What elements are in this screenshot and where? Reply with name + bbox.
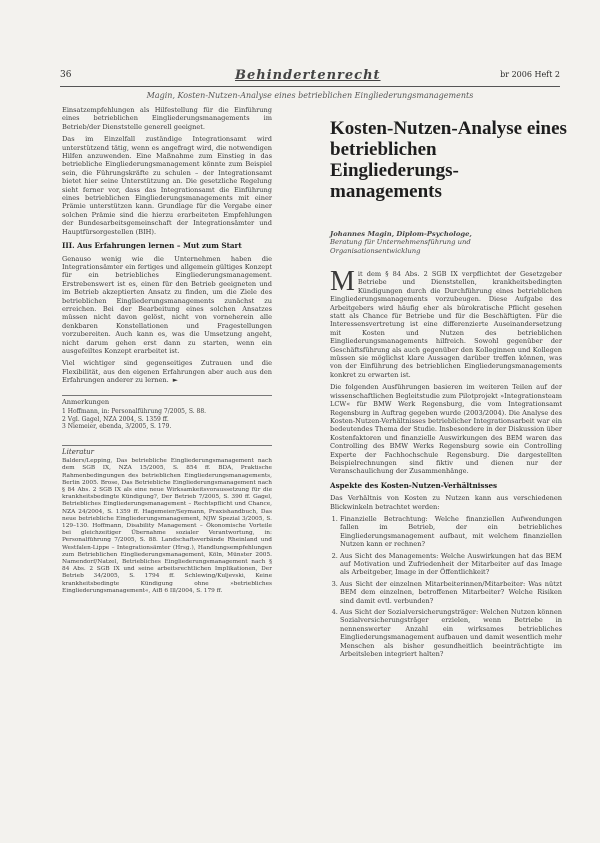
- footnotes-heading: Anmerkungen: [62, 397, 110, 406]
- author-role: Beratung für Unternehmensführung und Organisationsentwicklung: [330, 238, 471, 255]
- drop-cap: M: [330, 266, 355, 297]
- article-title: Kosten-Nutzen-Analyse eines betrieblichen Eingliederungs-managements: [330, 118, 567, 202]
- list-item: 2. Aus Sicht des Managements: Welche Auswirkungen hat das BEM auf Motivation und Zufriedenheit der Mitarbeiter auf das Image als Arbeitgeber, Image in der Öffentlichkeit?: [340, 552, 562, 577]
- page-header: [60, 70, 560, 87]
- literature-heading: Literatur: [62, 447, 95, 456]
- author-name: Johannes Magin, Diplom-Psychologe,: [330, 230, 472, 238]
- paragraph: [62, 359, 272, 384]
- paragraph: Einsatzempfehlungen als Hilfestellung für die Einführung eines betrieblichen Eingliederungsmanagements im Betrieb/der Dienststelle generell geeignet.: [62, 106, 272, 131]
- end-arrow-icon: ►: [172, 376, 178, 385]
- paragraph: Die folgenden Ausführungen basieren im weiteren Teilen auf der wissenschaftlichen Begleitstudie zum Pilotprojekt »Integrationsteam LCW« für BMW Werk Regensburg, die vom Integrationsamt Regensburg in Auftrag gegeben wurde (2003/2004). Die Analyse des Kosten-Nutzen-Verhältnisses betrieblicher Integrationsarbeit war ein bedeutendes Thema der Studie. Insbesondere in der Diskussion über Kostenfaktoren und finanzielle Auswirkungen des BEM waren das Controlling des BMW Werks Regensburg sowie ein Controlling Experte der Fachhochschule Regensburg. Die dargestellten Beispielrechnungen sind fiktiv und dienen nur der Veranschaulichung der Zusammenhänge.: [330, 383, 562, 476]
- aspects-heading: Aspekte des Kosten-Nutzen-Verhältnisses: [330, 480, 498, 490]
- page-number: 36: [60, 70, 72, 80]
- footnotes: [62, 395, 272, 431]
- paragraph: Das Verhältnis von Kosten zu Nutzen kann aus verschiedenen Blickwinkeln betrachtet werden:: [330, 494, 562, 511]
- author-block: [330, 230, 562, 255]
- left-column: [62, 106, 272, 595]
- section-heading: III. Aus Erfahrungen lernen – Mut zum Start: [62, 241, 242, 251]
- footnote: 2 Vgl. Gagel, NZA 2004, S. 1359 ff.: [62, 415, 169, 423]
- list-item: 1. Finanzielle Betrachtung: Welche finanziellen Aufwendungen fallen im Betrieb, der ein betriebliches Eingliederungsmanagement aufbaut, mit welchem finanziellen Nutzen kann er rechnen?: [340, 515, 562, 549]
- paragraph: Genauso wenig wie die Unternehmen haben die Integrationsämter ein fertiges und allgemein gültiges Konzept für ein betriebliches Eingliederungsmanagement. Erstrebenswert ist es, einen für den Betrieb geeigneten und im Betrieb akzeptierten Ansatz zu finden, um die Ziele des betrieblichen Eingliederungsmanagements zunächst zu erreichen. Bei der Bearbeitung eines solchen Ansatzes müssen nicht davon gelöst, nicht von vorneherein alle denkbaren Konstellationen und Fragestellungen vorzubereiten. Auch kann es, was die Umsetzung angeht, nicht darum gehen erst dann zu starten, wenn ein ausgefeiltes Konzept erarbeitet ist.: [62, 254, 272, 355]
- running-subtitle: Magin, Kosten-Nutzen-Analyse eines betrieblichen Eingliederungsmanagements: [146, 91, 474, 100]
- paragraph: Das im Einzelfall zuständige Integrationsamt wird unterstützend tätig, wenn es angefragt wird, die notwendigen Hilfen anzuwenden. Eine Maßnahme zum Einstieg in das betriebliche Eingliederungsmanagement könnte zum Beispiel sein, die Führungskräfte zu schulen – der Integrationsamt bietet hier seine Unterstützung an. Die gesetzliche Regelung sieht ferner vor, dass das Integrationsamt die Einführung eines betrieblichen Eingliederungsmanagements mit einer Prämie unterstützen kann. Grundlage für die Vergabe einer solchen Prämie sind die hierzu erarbeiteten Empfehlungen der Bundesarbeitsgemeinschaft der Integrationsämter und Hauptfürsorgestellen (BIH).: [62, 135, 272, 236]
- footnote: 3 Niemeier, ebenda, 3/2005, S. 179.: [62, 423, 172, 431]
- intro-paragraph: Mit dem § 84 Abs. 2 SGB IX verpflichtet der Gesetzgeber Betriebe und Dienststellen, krankheitsbedingten Kündigungen durch die Durchführung eines betrieblichen Eingliederungsmanagements vorzubeugen. Diese Aufgabe des Arbeitgebers wird häufig eher als bürokratische Pflicht gesehen statt als Chance für Betriebe und für die Beschäftigten. Für die Interessensvertretung ist eine differenzierte Auseinandersetzung mit Kosten und Nutzen des betrieblichen Eingliederungsmanagements hilfreich. Sowohl gegenüber der Geschäftsführung als auch gegenüber den Kolleginnen und Kollegen müssen sie möglichst klare Aussagen darüber treffen können, was von der Einführung des betrieblichen Eingliederungsmanagements konkret zu erwarten ist.: [330, 266, 562, 379]
- aspects-list: [330, 515, 562, 659]
- right-column: [330, 266, 562, 661]
- literature-block: [62, 445, 272, 595]
- magazine-title: Behindertenrecht: [235, 68, 381, 83]
- literature-list: Balders/Lepping, Das betriebliche Eingliederungsmanagement nach dem SGB IX, NZA 15/2005, S. 854 ff. BDA, Praktische Rahmenbedingungen des betrieblichen Eingliederungsmanagements, Berlin 2005. Brose, Das Betriebliche Eingliederungsmanagement nach § 84 Abs. 2 SGB IX als eine neue Wirksamkeitsvoraussetzung für die krankheitsbedingte Kündigung?, Der Betrieb 7/2005, S. 390 ff. Gagel, Betriebliches Eingliederungsmanagement – Rechtspflicht und Chance, NZA 24/2004, S. 1359 ff. Hagemeier/Seymann, Praxishandbuch, Das neue betriebliche Eingliederungsmanagement, NJW Spezial 3/2005, S. 129–130. Hoffmann, Disability Management – Ökonomische Vorteile bei gleichzeitiger Übernahme sozialer Verantwortung, in: Personalführung 7/2005, S. 88. Landschaftsverbände Rheinland und Westfalen-Lippe – Integrationsämter (Hrsg.), Handlungsempfehlungen zum Betrieblichen Eingliederungsmanagement, Köln, Münster 2005. Namendorf/Natzel, Betriebliches Eingliederungsmanagement nach § 84 Abs. 2 SGB IX und seine arbeitsrechtlichen Implikationen, Der Betrieb 34/2005, S. 1794 ff. Schlewing/Kuljevski, Keine krankheitsbedingte Kündigung ohne »betriebliches Eingliederungsmanagement«, AiB 6 Ill/2004, S. 179 ff.: [62, 458, 272, 594]
- list-item: 4. Aus Sicht der Sozialversicherungsträger: Welchen Nutzen können Sozialversicherungsträger erzielen, wenn Betriebe in nennenswerter Anzahl ein wirksames betriebliches Eingliederungsmanagement aufbauen und damit wesentlich mehr Menschen als bisher gesundheitlich beeinträchtigte im Arbeitsleben integriert halten?: [340, 608, 562, 658]
- list-item: 3. Aus Sicht der einzelnen Mitarbeiterinnen/Mitarbeiter: Was nützt BEM dem einzelnen, betroffenen Mitarbeiter? Welche Risiken sind damit evtl. verbunden?: [340, 580, 562, 605]
- issue-label: br 2006 Heft 2: [500, 70, 560, 79]
- paragraph-text: Viel wichtiger sind gegenseitiges Zutrauen und die Flexibilität, aus den eigenen Erfahrungen aber auch aus den Erfahrungen anderer zu lernen.: [62, 359, 272, 385]
- footnote: 1 Hoffmann, in: Personalführung 7/2005, S. 88.: [62, 408, 207, 416]
